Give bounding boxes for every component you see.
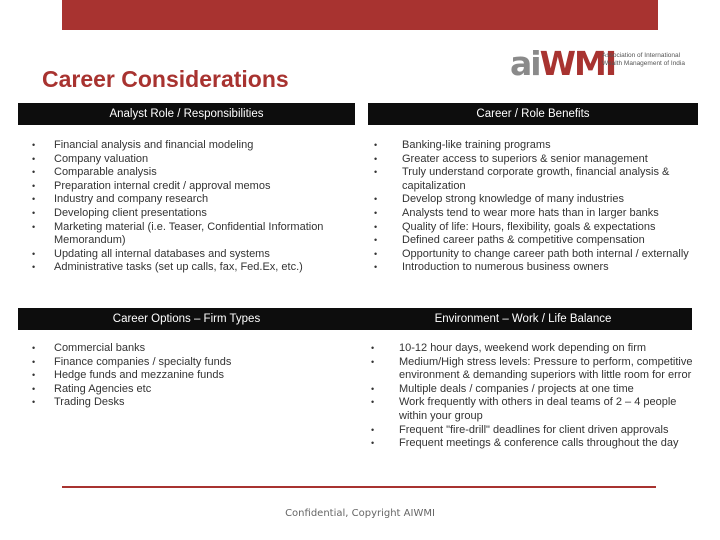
bullet-item: • Rating Agencies etc (32, 383, 362, 397)
analyst-role-list (32, 139, 362, 275)
bullet-item: • Comparable analysis (32, 166, 362, 180)
work-life-list (371, 342, 696, 451)
bullet-item: • Multiple deals / companies / projects at one time (371, 383, 696, 397)
bullet-item: • Financial analysis and financial modeling (32, 139, 362, 153)
bullet-item: • Company valuation (32, 153, 362, 167)
bullet-item: • Defined career paths & competitive compensation (374, 234, 700, 248)
analyst-role-header: Analyst Role / Responsibilities (18, 103, 355, 125)
bullet-item: • Introduction to numerous business owners (374, 261, 700, 275)
bullet-item: • Preparation internal credit / approval memos (32, 180, 362, 194)
work-life-header: Environment – Work / Life Balance (354, 308, 692, 330)
bullet-item: • Opportunity to change career path both internal / externally (374, 248, 700, 262)
bullet-item: • Finance companies / specialty funds (32, 356, 362, 370)
bottom-accent-rule (62, 486, 656, 488)
bullet-item: • Truly understand corporate growth, financial analysis & capitalization (374, 166, 700, 193)
logo-mark (510, 44, 615, 84)
bullet-item: • Greater access to superiors & senior management (374, 153, 700, 167)
bullet-item: • Developing client presentations (32, 207, 362, 221)
firm-types-header: Career Options – Firm Types (18, 308, 355, 330)
bullet-item: • Updating all internal databases and systems (32, 248, 362, 262)
logo-mark-right: WMI (539, 44, 616, 83)
career-benefits-list (374, 139, 700, 275)
firm-types-list (32, 342, 362, 410)
logo-mark-left: ai (510, 44, 540, 83)
bullet-item: • Hedge funds and mezzanine funds (32, 369, 362, 383)
bullet-item: • Frequent "fire-drill" deadlines for client driven approvals (371, 424, 696, 438)
logo-tagline: Association of International Wealth Management of India (602, 52, 685, 67)
bullet-item: • Analysts tend to wear more hats than in larger banks (374, 207, 700, 221)
bullet-item: • Commercial banks (32, 342, 362, 356)
top-accent-bar (62, 0, 658, 30)
bullet-item: • Work frequently with others in deal teams of 2 – 4 people within your group (371, 396, 696, 423)
bullet-item: • Industry and company research (32, 193, 362, 207)
aiwmi-logo (510, 44, 685, 84)
bullet-item: • Marketing material (i.e. Teaser, Confidential Information Memorandum) (32, 221, 362, 248)
bullet-item: • Trading Desks (32, 396, 362, 410)
bullet-item: • Develop strong knowledge of many industries (374, 193, 700, 207)
bullet-item: • Banking-like training programs (374, 139, 700, 153)
bullet-item: • Medium/High stress levels: Pressure to perform, competitive environment & demanding superiors with little room for error (371, 356, 696, 383)
bullet-item: • Quality of life: Hours, flexibility, goals & expectations (374, 221, 700, 235)
career-benefits-header: Career / Role Benefits (368, 103, 698, 125)
slide-title: Career Considerations (42, 66, 289, 92)
footer-copyright: Confidential, Copyright AIWMI (285, 508, 435, 519)
bullet-item: • 10-12 hour days, weekend work depending on firm (371, 342, 696, 356)
bullet-item: • Administrative tasks (set up calls, fax, Fed.Ex, etc.) (32, 261, 362, 275)
bullet-item: • Frequent meetings & conference calls throughout the day (371, 437, 696, 451)
